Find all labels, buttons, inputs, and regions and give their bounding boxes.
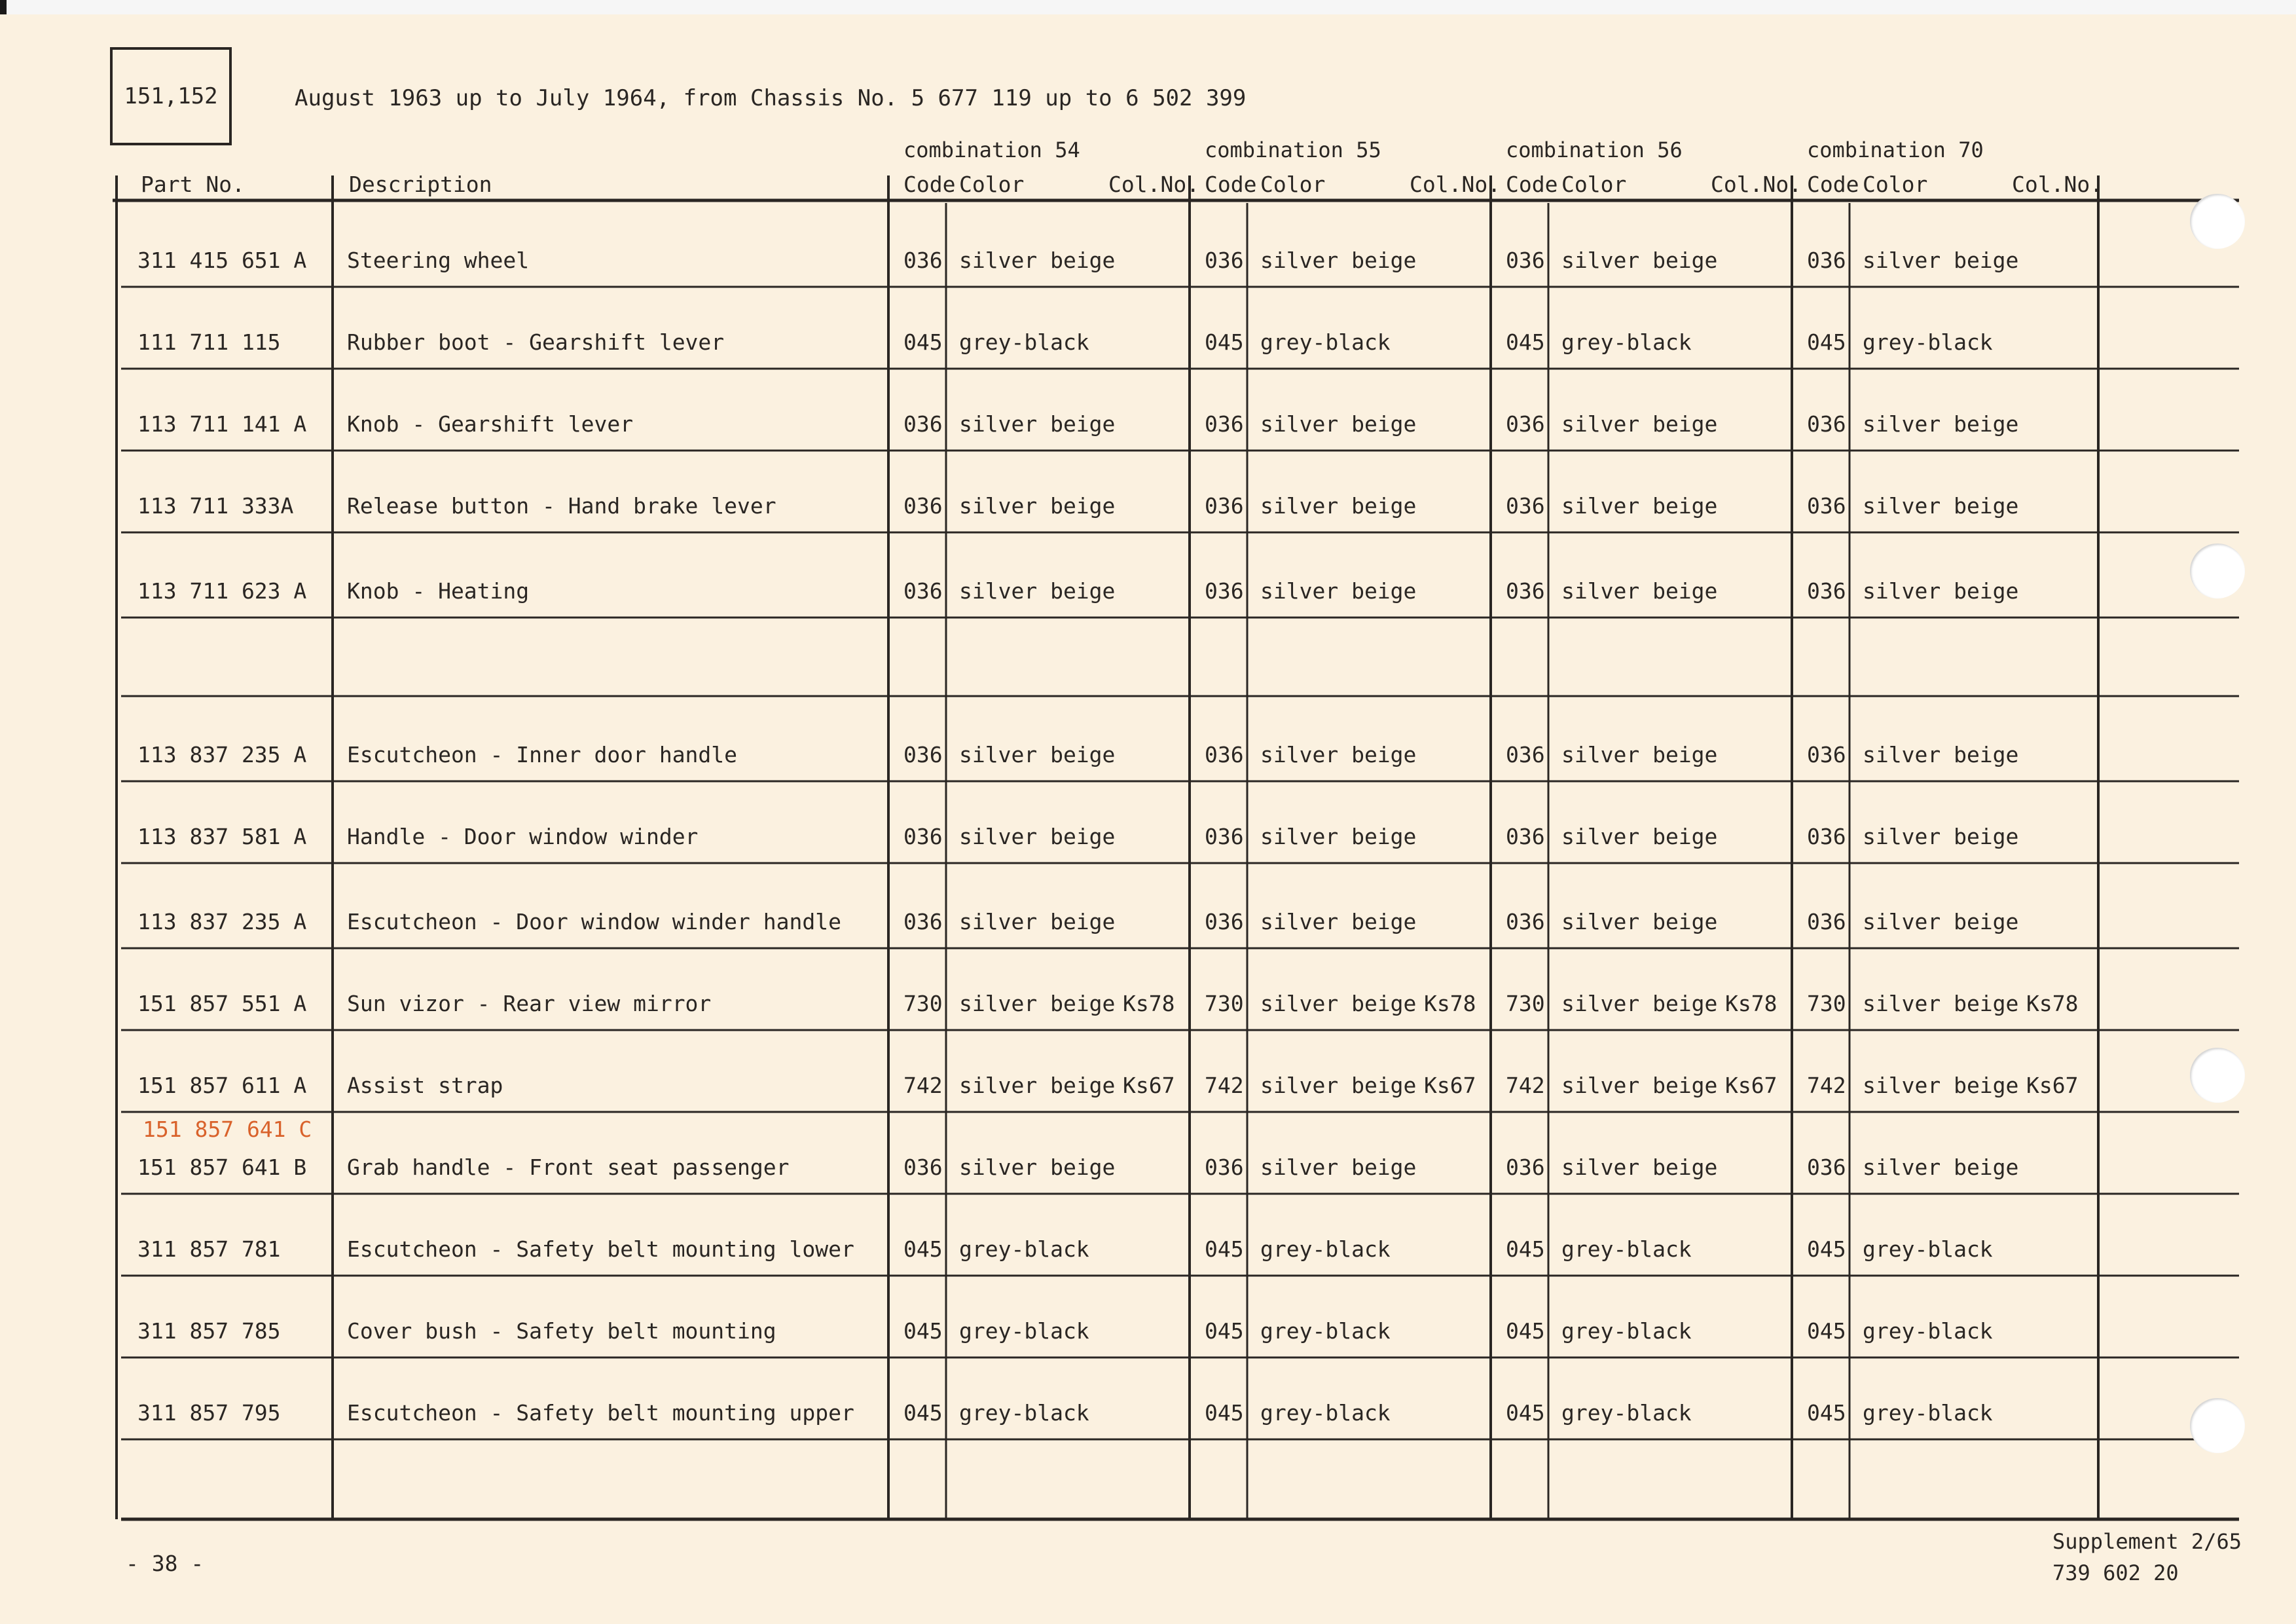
supplement-block [2052,1526,2242,1589]
column-header-color: Color [1863,172,1928,197]
punch-hole [2190,1048,2245,1103]
color-name: silver beige [959,578,1116,604]
part-description: Handle - Door window winder [347,824,699,849]
color-name: silver beige [1561,742,1718,767]
part-number: 151 857 611 A [137,1073,307,1098]
color-name: silver beige [1863,578,2019,604]
color-name: silver beige [959,493,1116,519]
column-header-code: Code [1807,172,1859,197]
color-name: grey-black [1260,1400,1391,1426]
part-description: Knob - Gearshift lever [347,411,634,437]
color-name: silver beige [1260,411,1417,437]
color-code: 036 [1205,578,1244,604]
color-code: 045 [903,1318,943,1344]
color-name: silver beige [959,248,1116,273]
color-code: 036 [903,248,943,273]
color-code: 742 [1807,1073,1846,1098]
color-code: 036 [1506,742,1545,767]
part-number-correction: 151 857 641 C [143,1116,312,1142]
color-code: 045 [1205,329,1244,355]
color-code: 730 [1506,991,1545,1016]
column-header-code: Code [1205,172,1257,197]
color-code: 036 [1506,411,1545,437]
color-name: silver beige [1863,1154,2019,1180]
color-name: silver beige [959,411,1116,437]
color-code: 036 [1506,493,1545,519]
color-code: 742 [903,1073,943,1098]
color-code: 742 [1205,1073,1244,1098]
color-code: 742 [1506,1073,1545,1098]
color-code: 036 [1807,578,1846,604]
color-name: silver beige [959,742,1116,767]
color-name: silver beige [1863,742,2019,767]
color-name: grey-black [1863,329,1993,355]
color-number: Ks78 [1725,991,1777,1016]
column-header-description: Description [349,172,492,197]
color-name: grey-black [959,1400,1089,1426]
color-code: 045 [1807,329,1846,355]
color-name: grey-black [1561,1400,1692,1426]
color-code: 036 [1506,909,1545,934]
color-name: silver beige [1260,824,1417,849]
color-code: 036 [1506,248,1545,273]
color-name: grey-black [959,1236,1089,1262]
part-description: Release button - Hand brake lever [347,493,776,519]
color-code: 036 [903,742,943,767]
color-name: silver beige [1863,909,2019,934]
part-number: 113 837 235 A [137,742,307,767]
color-code: 036 [1205,1154,1244,1180]
column-header-col-no: Col.No. [1410,172,1501,197]
color-code: 036 [903,824,943,849]
page-heading: August 1963 up to July 1964, from Chassis No. 5 677 119 up to 6 502 399 [295,85,1247,111]
color-name: silver beige [1260,909,1417,934]
color-code: 036 [903,1154,943,1180]
color-code: 036 [1807,493,1846,519]
punch-hole [2190,194,2245,249]
color-code: 045 [1506,329,1545,355]
color-name: silver beige [1561,248,1718,273]
column-header-color: Color [1561,172,1627,197]
color-code: 036 [1807,1154,1846,1180]
part-number: 151 857 641 B [137,1154,307,1180]
color-code: 045 [903,1236,943,1262]
color-name: grey-black [1863,1400,1993,1426]
combination-title: combination 54 [903,138,1080,162]
page-number: - 38 - [126,1551,204,1576]
color-name: grey-black [1561,1236,1692,1262]
color-code: 036 [1807,742,1846,767]
part-number: 311 857 795 [137,1400,281,1426]
color-number: Ks67 [1123,1073,1175,1098]
color-name: grey-black [1561,1318,1692,1344]
part-description: Escutcheon - Safety belt mounting upper [347,1400,854,1426]
color-name: silver beige [1863,248,2019,273]
color-code: 036 [903,411,943,437]
part-description: Assist strap [347,1073,503,1098]
color-number: Ks67 [1424,1073,1476,1098]
color-number: Ks78 [1123,991,1175,1016]
color-code: 036 [1807,909,1846,934]
part-description: Sun vizor - Rear view mirror [347,991,712,1016]
color-code: 036 [1205,248,1244,273]
color-name: silver beige [1260,493,1417,519]
part-number: 311 857 785 [137,1318,281,1344]
column-header-code: Code [1506,172,1558,197]
color-name: grey-black [1260,329,1391,355]
combination-title: combination 70 [1807,138,1984,162]
color-code: 036 [903,578,943,604]
color-code: 036 [903,909,943,934]
color-name: silver beige [959,1073,1116,1098]
color-name: silver beige [959,909,1116,934]
color-name: silver beige [1561,493,1718,519]
column-header-col-no: Col.No. [2012,172,2104,197]
color-name: grey-black [1863,1236,1993,1262]
column-header-color: Color [1260,172,1326,197]
color-name: silver beige [1561,411,1718,437]
supplement-label: Supplement 2/65 [2052,1529,2242,1554]
color-name: grey-black [959,1318,1089,1344]
color-code: 036 [1506,578,1545,604]
color-code: 036 [1807,248,1846,273]
color-name: silver beige [1561,909,1718,934]
combination-title: combination 56 [1506,138,1683,162]
color-name: silver beige [1260,578,1417,604]
color-code: 036 [1807,411,1846,437]
color-name: silver beige [959,824,1116,849]
color-code: 045 [1506,1400,1545,1426]
column-header-color: Color [959,172,1025,197]
color-code: 045 [1506,1318,1545,1344]
color-code: 036 [903,493,943,519]
part-number: 113 837 235 A [137,909,307,934]
part-description: Knob - Heating [347,578,530,604]
part-description: Rubber boot - Gearshift lever [347,329,725,355]
part-number: 311 857 781 [137,1236,281,1262]
color-code: 036 [1205,742,1244,767]
color-number: Ks67 [1725,1073,1777,1098]
color-name: silver beige [1863,1073,2019,1098]
color-code: 036 [1205,824,1244,849]
color-code: 730 [903,991,943,1016]
column-header-col-no: Col.No. [1711,172,1802,197]
color-code: 045 [903,329,943,355]
color-name: grey-black [1863,1318,1993,1344]
part-description: Cover bush - Safety belt mounting [347,1318,776,1344]
color-code: 045 [1807,1400,1846,1426]
part-number: 311 415 651 A [137,248,307,273]
color-name: grey-black [959,329,1089,355]
color-name: grey-black [1561,329,1692,355]
color-name: grey-black [1260,1318,1391,1344]
color-code: 045 [1205,1400,1244,1426]
color-code: 036 [1506,824,1545,849]
color-name: silver beige [1260,991,1417,1016]
color-name: silver beige [1561,1154,1718,1180]
color-code: 036 [1205,493,1244,519]
color-name: silver beige [1863,991,2019,1016]
part-number: 113 837 581 A [137,824,307,849]
part-description: Steering wheel [347,248,530,273]
part-number: 113 711 141 A [137,411,307,437]
part-description: Escutcheon - Door window winder handle [347,909,841,934]
color-code: 045 [1807,1236,1846,1262]
document-number: 739 602 20 [2052,1560,2179,1585]
color-name: silver beige [1863,824,2019,849]
color-name: silver beige [959,991,1116,1016]
color-code: 730 [1807,991,1846,1016]
color-code: 730 [1205,991,1244,1016]
color-number: Ks78 [1424,991,1476,1016]
color-code: 045 [1205,1236,1244,1262]
color-code: 045 [1205,1318,1244,1344]
color-name: silver beige [1561,578,1718,604]
part-description: Escutcheon - Inner door handle [347,742,738,767]
color-number: Ks67 [2026,1073,2079,1098]
punch-hole [2190,544,2245,599]
color-name: silver beige [1863,493,2019,519]
part-number: 113 711 333A [137,493,294,519]
color-code: 036 [1506,1154,1545,1180]
part-description: Escutcheon - Safety belt mounting lower [347,1236,854,1262]
part-number: 151 857 551 A [137,991,307,1016]
part-number: 113 711 623 A [137,578,307,604]
color-name: silver beige [1561,991,1718,1016]
color-name: silver beige [959,1154,1116,1180]
color-code: 036 [1807,824,1846,849]
color-code: 036 [1205,411,1244,437]
part-description: Grab handle - Front seat passenger [347,1154,790,1180]
color-name: silver beige [1863,411,2019,437]
color-code: 045 [1506,1236,1545,1262]
color-name: silver beige [1260,742,1417,767]
model-number: 151,152 [124,83,218,109]
color-code: 045 [903,1400,943,1426]
color-name: silver beige [1561,824,1718,849]
column-header-part-no: Part No. [141,172,245,197]
color-name: grey-black [1260,1236,1391,1262]
column-header-code: Code [903,172,956,197]
color-name: silver beige [1260,1154,1417,1180]
color-number: Ks78 [2026,991,2079,1016]
combination-title: combination 55 [1205,138,1381,162]
punch-hole [2190,1398,2245,1453]
color-name: silver beige [1260,1073,1417,1098]
color-name: silver beige [1561,1073,1718,1098]
color-code: 045 [1807,1318,1846,1344]
color-name: silver beige [1260,248,1417,273]
column-header-col-no: Col.No. [1108,172,1200,197]
color-code: 036 [1205,909,1244,934]
part-number: 111 711 115 [137,329,281,355]
